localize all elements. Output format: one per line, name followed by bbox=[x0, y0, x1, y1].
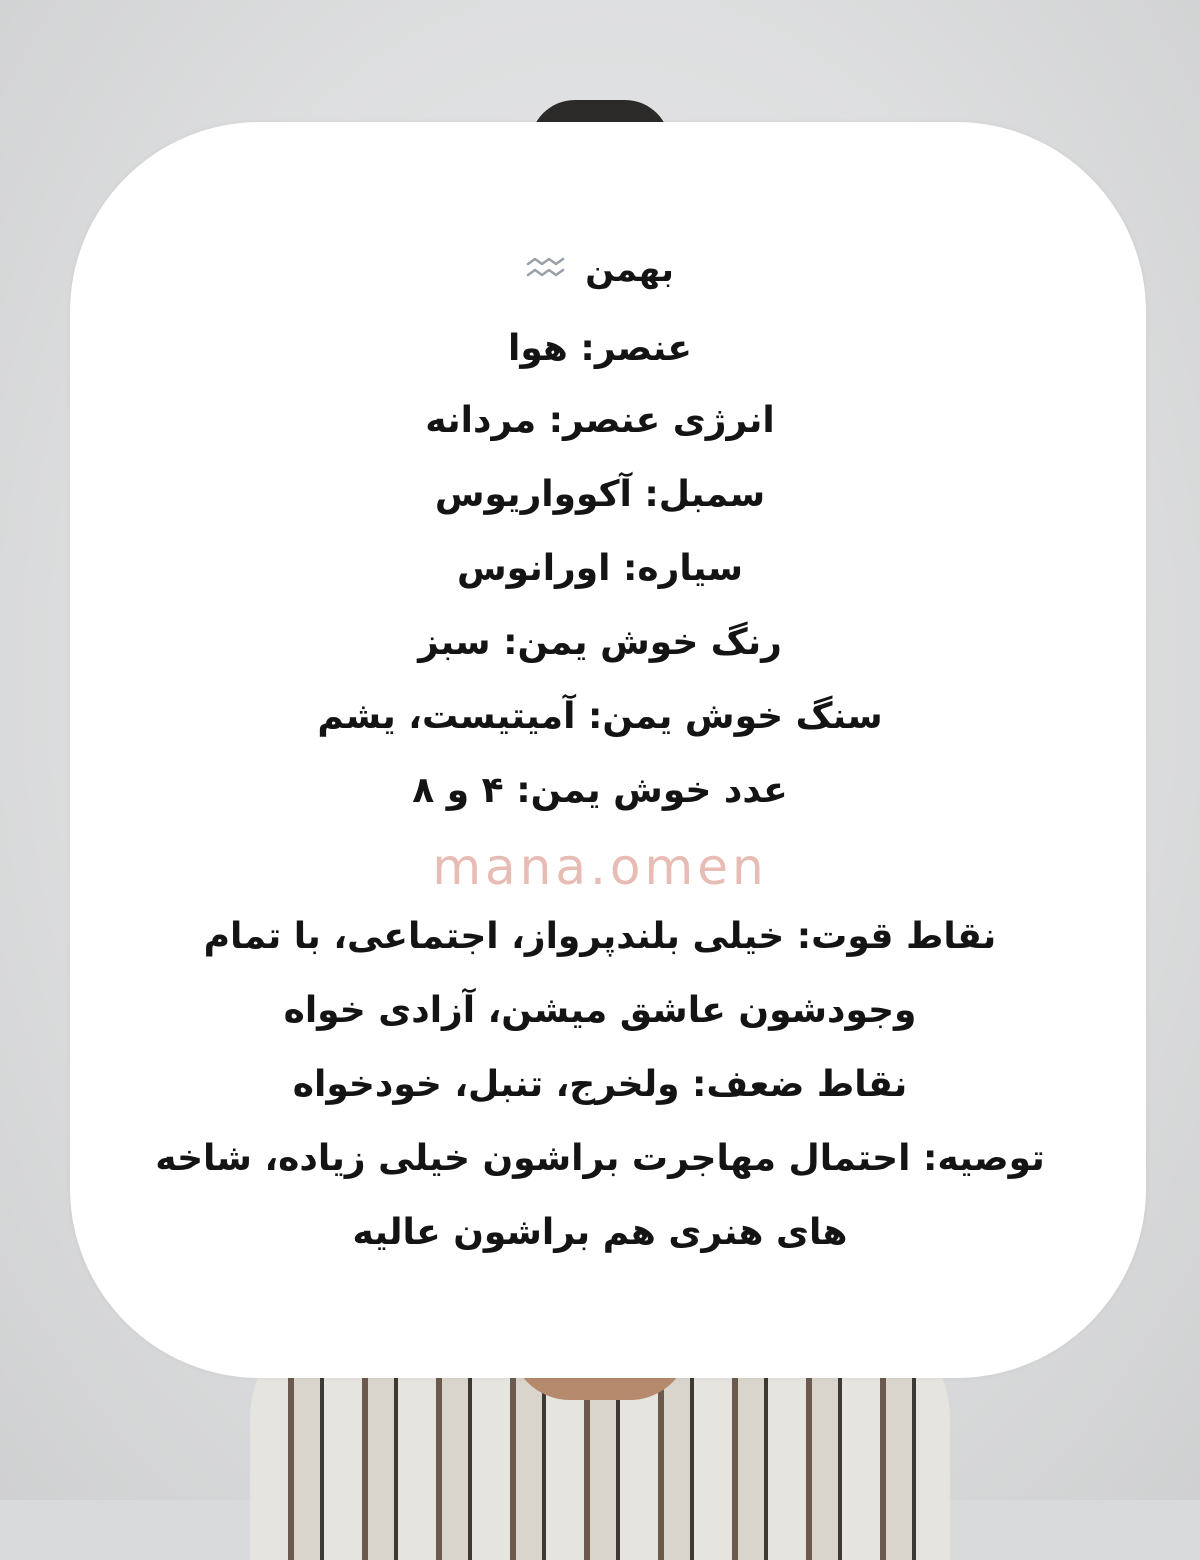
advice-line-2: های هنری هم براشون عالیه bbox=[352, 1212, 848, 1253]
title-row bbox=[90, 250, 1110, 290]
lucky-color-line: رنگ خوش یمن: سبز bbox=[418, 622, 782, 663]
advice-line-1: توصیه: احتمال مهاجرت براشون خیلی زیاده، شاخه bbox=[155, 1138, 1045, 1179]
strengths-line-1: نقاط قوت: خیلی بلندپرواز، اجتماعی، با تمام bbox=[203, 916, 997, 957]
watermark: mana.omen bbox=[432, 838, 768, 896]
strengths-line-2: وجودشون عاشق میشن، آزادی خواه bbox=[283, 990, 917, 1031]
page-title: بهمن bbox=[585, 250, 674, 290]
planet-line: سیاره: اورانوس bbox=[456, 548, 744, 589]
lucky-number-line: عدد خوش یمن: ۴ و ۸ bbox=[412, 770, 788, 811]
element-energy-line: انرژی عنصر: مردانه bbox=[425, 400, 775, 441]
lucky-stone-line: سنگ خوش یمن: آمیتیست، یشم bbox=[317, 696, 883, 737]
element-line: عنصر: هوا bbox=[508, 328, 692, 369]
aquarius-icon bbox=[526, 254, 580, 286]
info-card bbox=[70, 122, 1146, 1378]
symbol-line: سمبل: آکوواریوس bbox=[434, 474, 766, 515]
weaknesses-line: نقاط ضعف: ولخرج، تنبل، خودخواه bbox=[292, 1064, 908, 1105]
